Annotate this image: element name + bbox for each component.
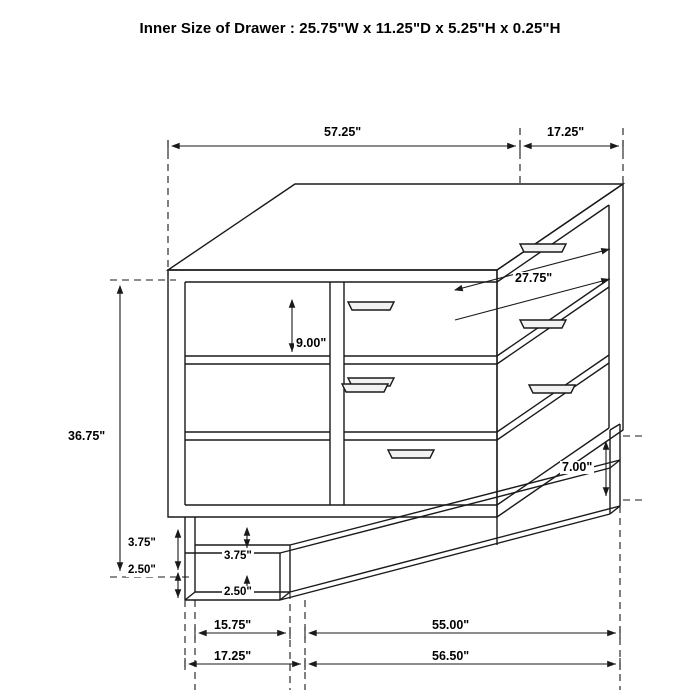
dim-overall-height: 36.75" bbox=[68, 429, 106, 443]
dim-drawer-depth-right: 27.75" bbox=[515, 271, 553, 285]
dim-base-gap-upper-dup: 3.75" bbox=[224, 550, 252, 562]
dim-drawer-width-left: 9.00" bbox=[296, 336, 327, 350]
dim-base-width-front: 55.00" bbox=[432, 618, 470, 632]
dim-top-width-main: 57.25" bbox=[324, 125, 362, 139]
dim-base-depth-total: 17.25" bbox=[214, 649, 252, 663]
dim-base-depth-front: 15.75" bbox=[214, 618, 252, 632]
page-title: Inner Size of Drawer : 25.75"W x 11.25"D x 5.25"H x 0.25"H bbox=[139, 20, 561, 37]
dim-top-width-right: 17.25" bbox=[547, 125, 585, 139]
dim-base-gap-upper: 3.75" bbox=[128, 537, 156, 549]
dim-leg-height-right: 7.00" bbox=[562, 460, 593, 474]
dim-base-width-total: 56.50" bbox=[432, 649, 470, 663]
dim-base-gap-lower: 2.50" bbox=[128, 564, 156, 576]
dim-base-gap-lower-dup: 2.50" bbox=[224, 586, 252, 598]
